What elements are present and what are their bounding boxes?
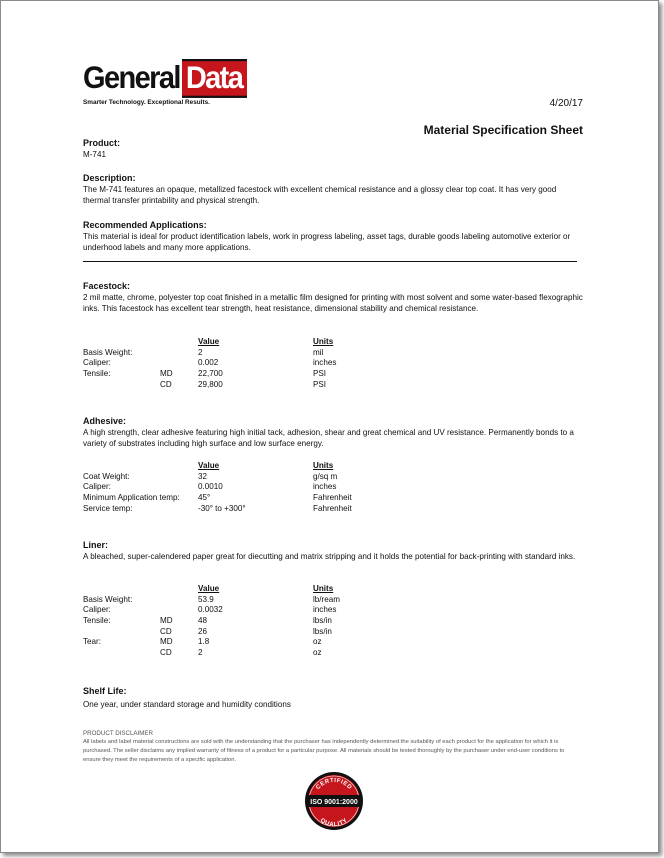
spec-label: Basis Weight: (83, 347, 133, 357)
shelf-life-heading: Shelf Life: (83, 686, 127, 696)
spec-label: Tear: (83, 637, 101, 647)
spec-units: Fahrenheit (313, 503, 352, 513)
spec-units: PSI (313, 379, 327, 389)
spec-units: oz (313, 637, 322, 647)
adhesive-section (83, 416, 583, 449)
value-column-header: Value (198, 461, 220, 470)
spec-units: g/sq m (313, 471, 338, 481)
spec-label: Caliper: (83, 605, 111, 615)
spec-label: Minimum Application temp: (83, 493, 180, 503)
spec-direction: MD (160, 616, 173, 626)
units-column-header: Units (313, 461, 334, 470)
spec-units: inches (313, 482, 337, 492)
facestock-heading: Facestock: (83, 281, 131, 291)
spec-label: Service temp: (83, 503, 133, 513)
value-column-header: Value (198, 337, 220, 346)
spec-value: -30° to +300° (198, 503, 246, 513)
spec-label: Basis Weight: (83, 594, 133, 604)
spec-value: 2 (198, 347, 203, 357)
spec-units: lbs/in (313, 616, 332, 626)
spec-units: Fahrenheit (313, 493, 352, 503)
product-disclaimer (83, 729, 583, 765)
spec-value: 48 (198, 616, 208, 626)
liner-section (83, 540, 583, 562)
spec-units: lb/ream (313, 594, 340, 604)
spec-value: 53.9 (198, 594, 214, 604)
applications-heading: Recommended Applications: (83, 220, 207, 230)
spec-units: PSI (313, 369, 327, 379)
section-divider (83, 261, 577, 262)
spec-value: 2 (198, 648, 203, 658)
spec-value: 45° (198, 493, 211, 503)
spec-value: 1.8 (198, 637, 210, 647)
spec-units: lbs/in (313, 626, 332, 636)
spec-label: Caliper: (83, 482, 111, 492)
description-section (83, 173, 583, 206)
disclaimer-text: All labels and label material constructions are sold with the understanding that the purchaser has independently determined the suitability of each product for the application for which it is purchased. The seller disclaims any implied warranty of fitness of a product for a particular purpose. All materials should be tested thoroughly by the purchaser under end-user conditions to ensure they meet the requirements of a specific application. (83, 739, 565, 763)
logo-word-general: General (83, 61, 180, 96)
shelf-life-section (83, 686, 583, 710)
spec-value: 29,800 (198, 379, 223, 389)
iso-certified-quality-seal-icon (304, 771, 364, 831)
description-text: The M-741 features an opaque, metallized facestock with excellent chemical resistance and a glossy clear top coat. It has very good thermal transfer printability and physical strength. (83, 185, 557, 205)
value-column-header: Value (198, 584, 220, 593)
logo-tagline: Smarter Technology. Exceptional Results. (83, 99, 210, 106)
spec-units: oz (313, 648, 322, 658)
logo-word-data: Data (182, 59, 247, 98)
applications-text: This material is ideal for product identification labels, work in progress labeling, asset tags, durable goods labeling automotive exterior or underhood labels and many more applications. (83, 232, 571, 252)
spec-units: mil (313, 347, 324, 357)
spec-label: Tensile: (83, 369, 111, 379)
units-column-header: Units (313, 584, 334, 593)
spec-units: inches (313, 358, 337, 368)
spec-label: Coat Weight: (83, 471, 130, 481)
product-heading: Product: (83, 138, 120, 148)
spec-value: 0.0010 (198, 482, 223, 492)
spec-value: 0.002 (198, 358, 219, 368)
liner-text: A bleached, super-calendered paper great for diecutting and matrix stripping and it holds the potential for back-printing with standard inks. (83, 552, 576, 561)
spec-direction: MD (160, 369, 173, 379)
adhesive-heading: Adhesive: (83, 416, 127, 426)
units-column-header: Units (313, 337, 334, 346)
description-heading: Description: (83, 173, 136, 183)
spec-value: 22,700 (198, 369, 223, 379)
seal-center-text: ISO 9001:2000 (310, 798, 358, 806)
seal-top-text: CERTIFIED (315, 777, 353, 792)
spec-direction: CD (160, 626, 172, 636)
shelf-life-text: One year, under standard storage and humidity conditions (83, 700, 291, 709)
spec-direction: MD (160, 637, 173, 647)
liner-heading: Liner: (83, 540, 109, 550)
spec-value: 0.0032 (198, 605, 223, 615)
seal-bottom-text: QUALITY (319, 817, 349, 829)
spec-value: 26 (198, 626, 208, 636)
facestock-section (83, 281, 583, 314)
spec-label: Tensile: (83, 616, 111, 626)
logo-wordmark (83, 59, 247, 98)
spec-units: inches (313, 605, 337, 615)
spec-value: 32 (198, 471, 208, 481)
facestock-text: 2 mil matte, chrome, polyester top coat finished in a metallic film designed for printing with most solvent and some water-based flexographic inks. This facestock has excellent tear strength, heat resistance, dimensional stability and chemical resistance. (83, 293, 583, 313)
applications-section (83, 220, 583, 253)
spec-label: Caliper: (83, 358, 111, 368)
generaldata-logo (83, 59, 247, 106)
document-date: 4/20/17 (549, 98, 583, 109)
spec-direction: CD (160, 648, 172, 658)
page-title: Material Specification Sheet (423, 123, 583, 137)
product-name: M-741 (83, 150, 106, 159)
adhesive-text: A high strength, clear adhesive featuring high initial tack, adhesion, shear and great chemical and UV resistance. Permanently bonds to a variety of substrates including high surface and low surface energy. (83, 428, 574, 448)
product-section (83, 138, 583, 160)
disclaimer-title: PRODUCT DISCLAIMER (83, 730, 154, 737)
spec-direction: CD (160, 379, 172, 389)
